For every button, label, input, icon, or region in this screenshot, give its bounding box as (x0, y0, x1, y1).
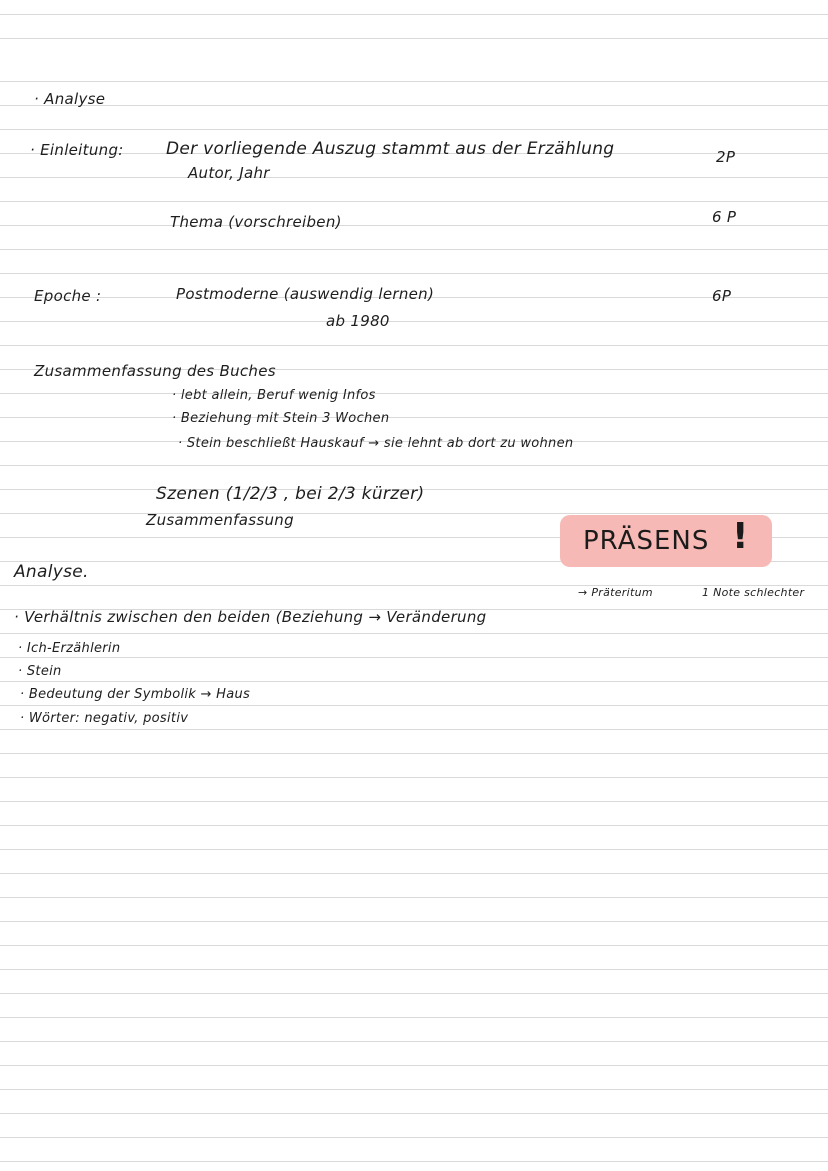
szenen-zusammenfassung: Zusammenfassung (146, 511, 294, 529)
einleitung-label: · Einleitung: (30, 141, 124, 159)
bullet-3: · Stein beschließt Hauskauf → sie lehnt ab dort zu wohnen (178, 436, 574, 451)
thema-points: 6 P (712, 208, 737, 226)
analyse-item-1: · Verhältnis zwischen den beiden (Beziehung → Veränderung (14, 608, 487, 626)
szenen: Szenen (1/2/3 , bei 2/3 kürzer) (156, 484, 425, 504)
analyse-item-5: · Wörter: negativ, positiv (20, 711, 189, 726)
bullet-1: · lebt allein, Beruf wenig Infos (172, 388, 376, 403)
analyse-item-4: · Bedeutung der Symbolik → Haus (20, 687, 251, 702)
analyse-item-3: · Stein (18, 664, 62, 679)
heading-analyse: · Analyse (34, 90, 106, 108)
epoche-label: Epoche : (34, 287, 102, 305)
einleitung-points: 2P (716, 148, 736, 166)
note-schlechter: 1 Note schlechter (702, 586, 805, 599)
epoche-points: 6P (712, 287, 732, 305)
prasens-exclamation: ! (732, 516, 749, 557)
autor-jahr: Autor, Jahr (188, 164, 270, 182)
prasens-label: PRÄSENS (583, 526, 710, 556)
epoche-text: Postmoderne (auswendig lernen) (176, 285, 435, 303)
bullet-2: · Beziehung mit Stein 3 Wochen (172, 411, 390, 426)
analyse-item-2: · Ich-Erzählerin (18, 641, 121, 656)
einleitung-text: Der vorliegende Auszug stammt aus der Erzählung (166, 139, 615, 159)
epoche-year: ab 1980 (326, 312, 390, 330)
zusammenfassung-title: Zusammenfassung des Buches (34, 362, 276, 380)
thema: Thema (vorschreiben) (170, 213, 342, 231)
analyse-heading: Analyse. (14, 562, 89, 582)
prateritum-note: → Präteritum (578, 586, 653, 599)
